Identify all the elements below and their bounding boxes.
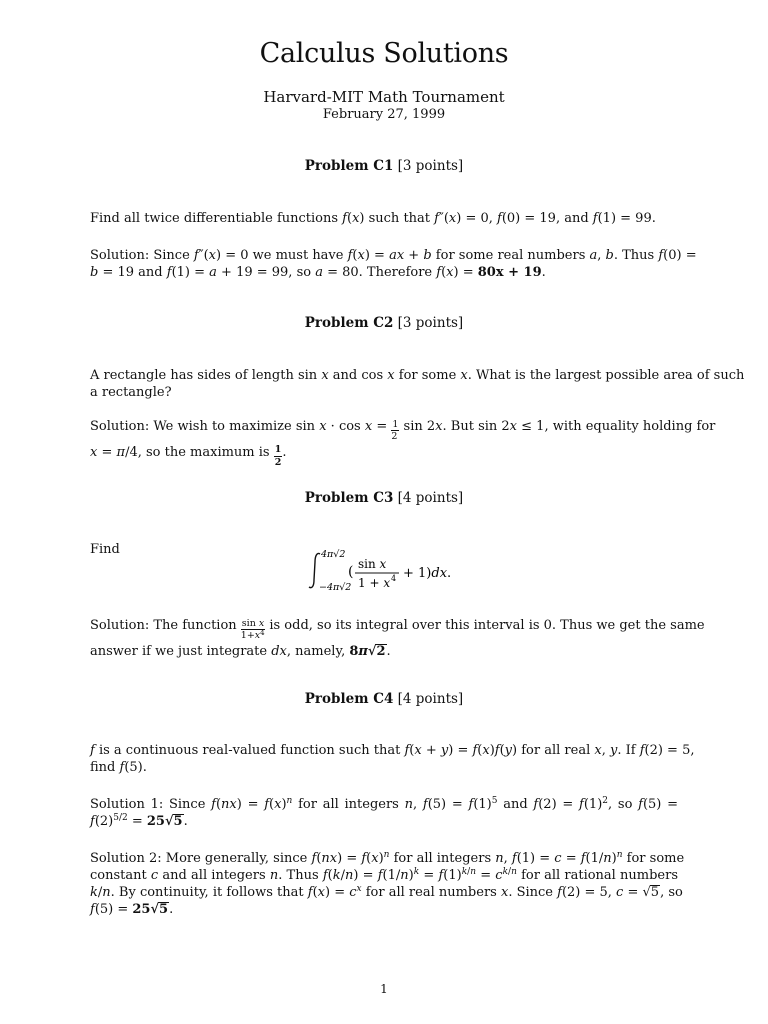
problem-heading-c4: Problem C4 [4 points] — [304, 691, 464, 707]
problem-statement-c4: f is a continuous real-valued function such that f(x + y) = f(x)f(y) for all real x, y. If f(2) = 5, find f(5). — [90, 743, 695, 775]
subtitle: Harvard-MIT Math Tournament — [263, 88, 505, 106]
solution-c2: Solution: We wish to maximize sin x · cos x = $\frac{1}{2}$ sin 2x. But sin 2x ≤ 1, with equality holding for x = π/4, so the maximum is $\frac{1}{2}$ . — [90, 418, 716, 468]
page-number: 1 — [380, 982, 388, 996]
problem-statement-c2: A rectangle has sides of length sin x and cos x for some x. What is the largest possible area of such a rectangle? — [90, 368, 745, 400]
svg-text:1 + x: 1 + x — [358, 576, 391, 590]
problem-heading-c3: Problem C3 [4 points] — [304, 490, 464, 506]
integral-icon — [308, 548, 478, 592]
svg-text:4: 4 — [391, 574, 397, 583]
problem-statement-c1: Find all twice differentiable functions f(x) such that f″(x) = 0, f(0) = 19, and f(1) = 99. — [90, 211, 656, 226]
solution-c3: Solution: The function $\frac{\text{sin x}}{1+x^4}$ is odd, so its integral over this interval is 0. Thus we get the same answer if we just integrate dx, namely, 8π√2. — [90, 617, 705, 659]
integral-expression — [308, 548, 478, 592]
problem-heading-c2: Problem C2 [3 points] — [304, 315, 464, 331]
date: February 27, 1999 — [322, 107, 446, 122]
svg-text:(: ( — [348, 564, 354, 580]
solution-c1: Solution: Since f″(x) = 0 we must have f(x) = ax + b for some real numbers a, b. Thus f(0) = b = 19 and f(1) = a + 19 = 99, so a = 80. Therefore f(x) = 80x + 19. — [90, 248, 697, 280]
problem-statement-c3: Find — [90, 542, 120, 557]
page-title: Calculus Solutions — [259, 38, 509, 69]
svg-text:4π√2: 4π√2 — [321, 549, 346, 560]
solution-2-c4: Solution 2: More generally, since $f(nx) = f(x)^n$ for all integers n, $f(1) = c = f(1/n)^n$ for some constant c and all integers n. Thus $f(k/n) = f(1/n)^k = f(1)^{k/n} = c^{k/n}$ for all rational numbers k/n. By continuity, it follows that $f(x) = c^x$ for all real numbers x. Since f(2) = 5, c = √5, so f(5) = 25√5. — [90, 850, 685, 917]
svg-text:sin x: sin x — [358, 557, 387, 571]
svg-text:+ 1)dx.: + 1)dx. — [403, 566, 452, 581]
solution-1-c4: Solution 1: Since $f(nx) = f(x)^n$ for all integers n, $f(5) = f(1)^5$ and $f(2) = f(1)^2$, so f(5) = $f(2)^{5/2} = 25√5$. — [90, 796, 679, 829]
svg-text:−4π√2: −4π√2 — [319, 582, 352, 592]
problem-heading-c1: Problem C1 [3 points] — [304, 158, 464, 174]
